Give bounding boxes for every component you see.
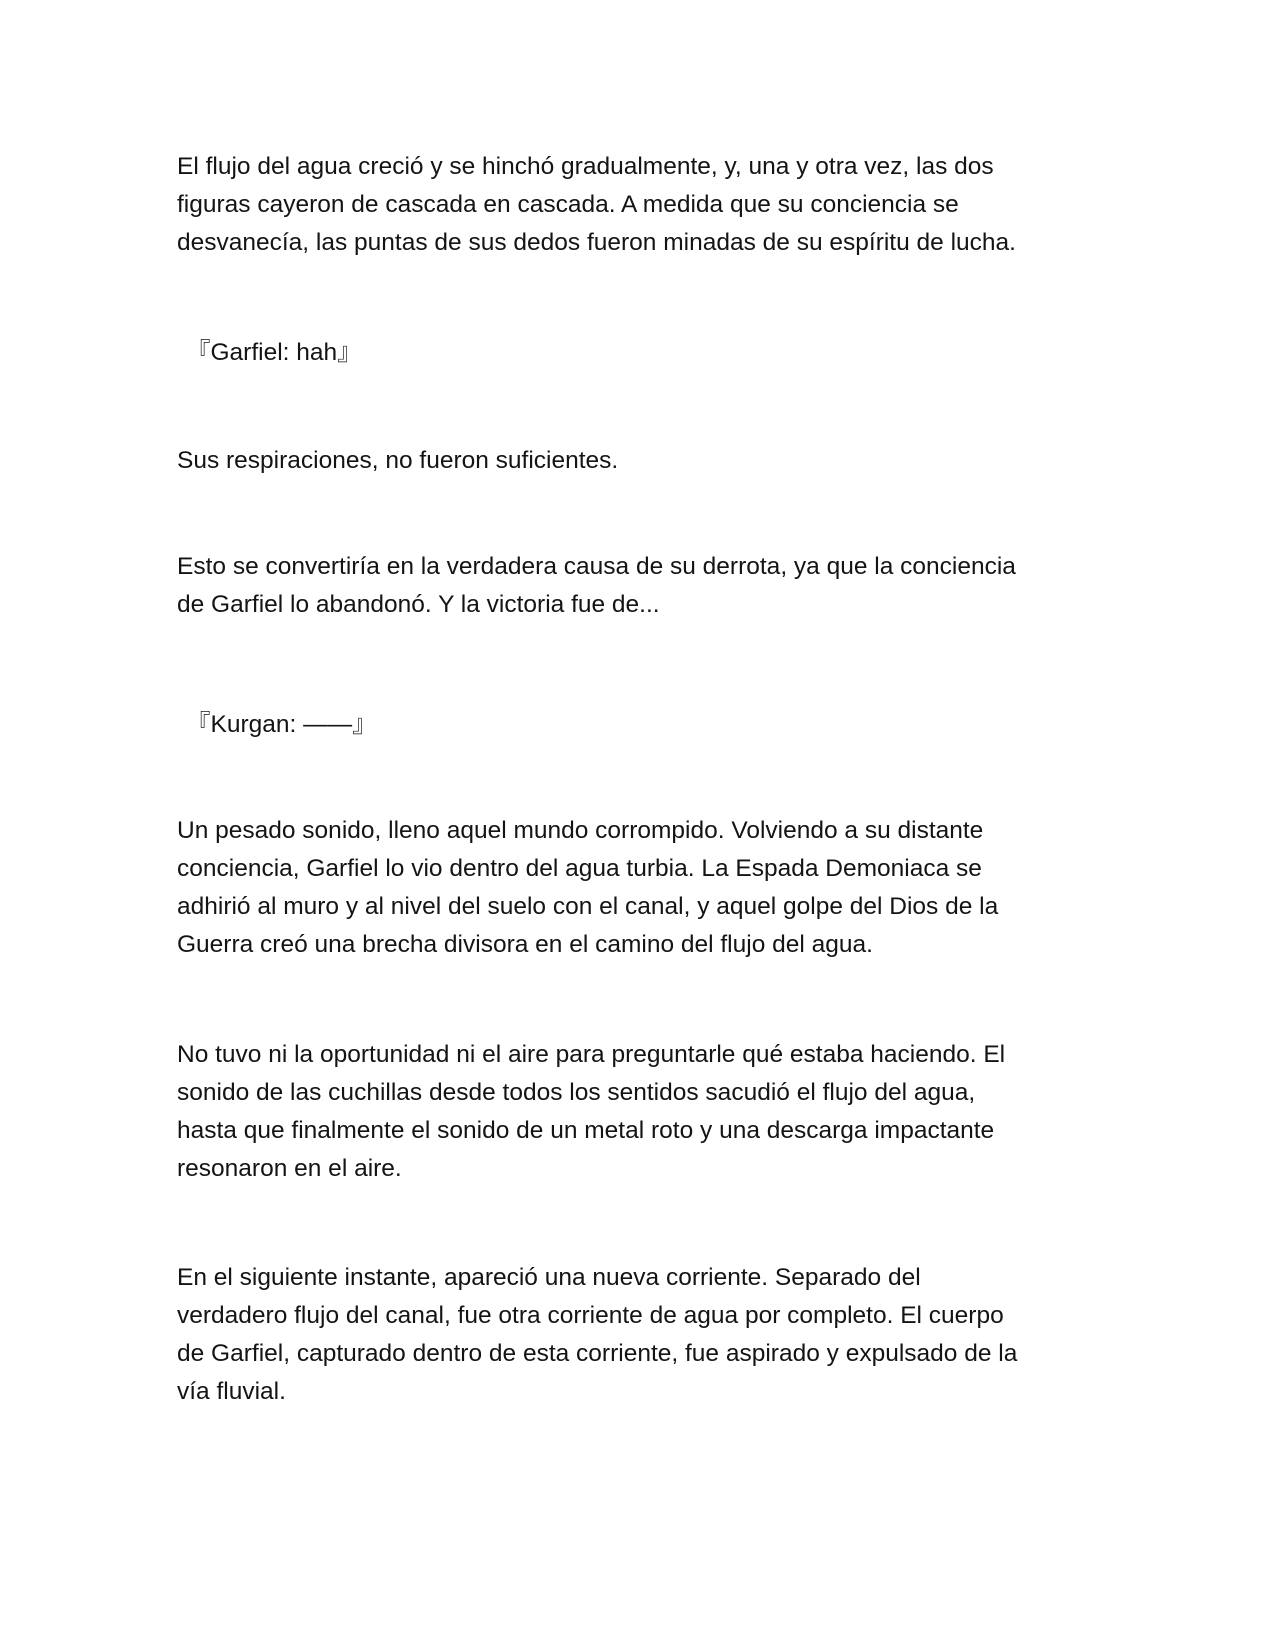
dialogue-garfiel: 『Garfiel: hah』 [186,339,362,366]
paragraph-flujo-del-agua: El flujo del agua creció y se hinchó gradualmente, y, una y otra vez, las dos figuras cayeron de cascada en cascada. A medida que su conciencia se desvanecía, las puntas de sus dedos fueron minadas de su espíritu de lucha. [177,153,1016,256]
paragraph-nueva-corriente: En el siguiente instante, apareció una nueva corriente. Separado del verdadero flujo del canal, fue otra corriente de agua por completo. El cuerpo de Garfiel, capturado dentro de esta corriente, fue aspirado y expulsado de la vía fluvial. [177,1264,1018,1405]
dialogue-kurgan: 『Kurgan: ——』 [186,711,377,738]
paragraph-oportunidad: No tuvo ni la oportunidad ni el aire para preguntarle qué estaba haciendo. El sonido de las cuchillas desde todos los sentidos sacudió el flujo del agua, hasta que finalmente el sonido de un metal roto y una descarga impactante resonaron en el aire. [177,1041,1006,1182]
paragraph-respiraciones: Sus respiraciones, no fueron suficientes. [177,447,619,474]
paragraph-derrota: Esto se convertiría en la verdadera causa de su derrota, ya que la conciencia de Garfiel lo abandonó. Y la victoria fue de... [177,553,1016,618]
paragraph-pesado-sonido: Un pesado sonido, lleno aquel mundo corrompido. Volviendo a su distante conciencia, Garfiel lo vio dentro del agua turbia. La Espada Demoniaca se adhirió al muro y al nivel del suelo con el canal, y aquel golpe del Dios de la Guerra creó una brecha divisora en el camino del flujo del agua. [177,817,999,958]
